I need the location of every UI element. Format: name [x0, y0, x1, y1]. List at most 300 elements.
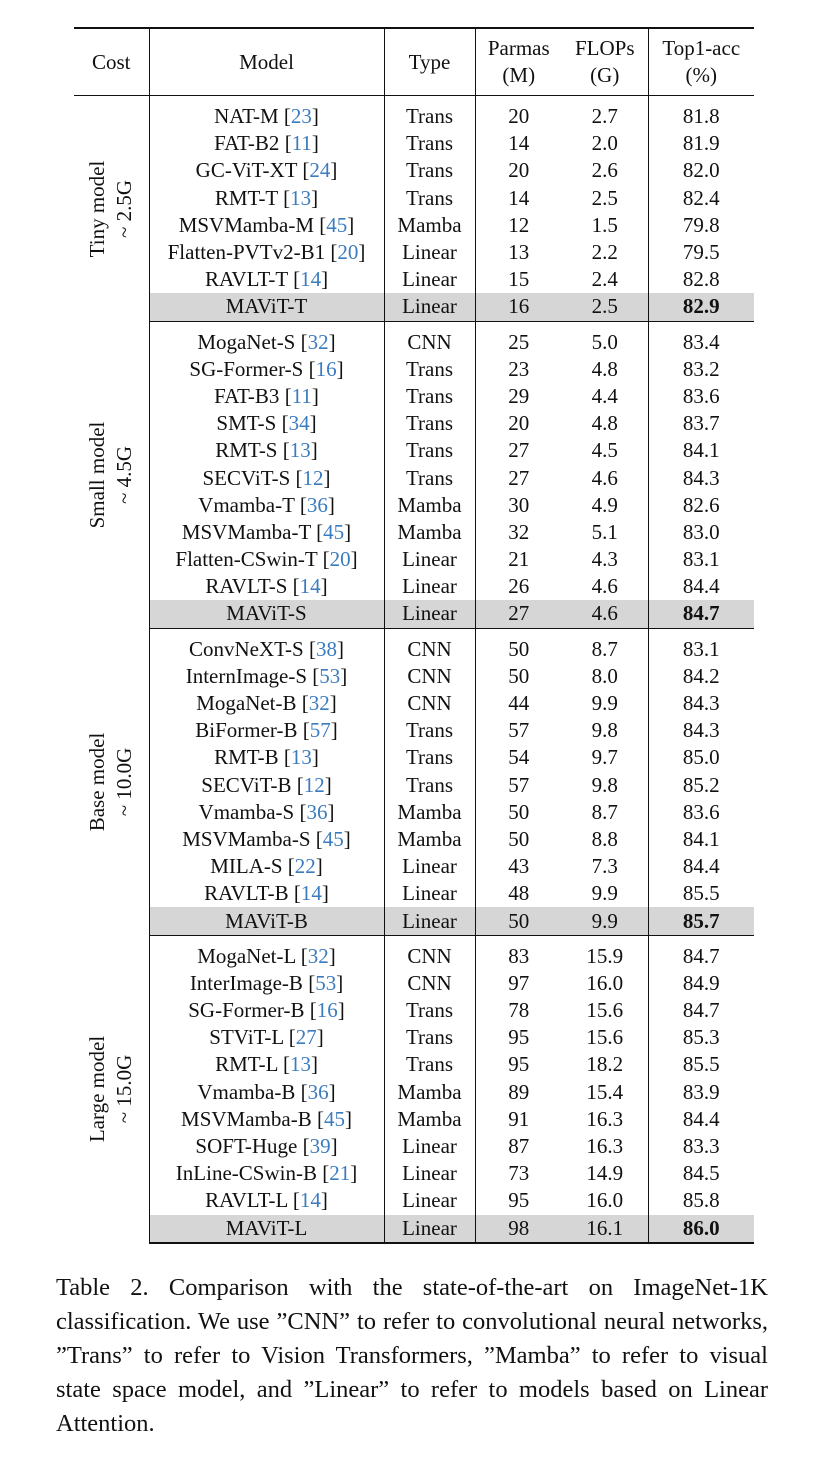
params-cell: 12 [475, 212, 562, 239]
acc-value: 85.2 [682, 772, 720, 797]
model-cell [149, 880, 384, 907]
citation-ref[interactable]: [16] [303, 356, 344, 381]
acc-value: 79.8 [682, 212, 720, 237]
model-name: MSVMamba-T [181, 519, 311, 544]
type-cell: Trans [384, 437, 475, 464]
flops-cell: 16.0 [586, 1188, 624, 1213]
citation-number: 20 [337, 240, 359, 265]
type-cell: Trans [384, 383, 475, 410]
group-cost-cell [74, 96, 149, 322]
flops-cell: 4.9 [591, 492, 618, 517]
model-name: RAVLT-B [204, 881, 289, 906]
acc-value: 79.5 [682, 240, 720, 265]
acc-value: 85.5 [682, 881, 720, 906]
flops-cell: 4.8 [591, 356, 618, 381]
table-row [74, 239, 754, 266]
acc-cell [648, 690, 754, 717]
citation-ref[interactable]: [21] [316, 1161, 358, 1186]
flops-cell: 8.0 [591, 663, 618, 688]
flops-cell: 9.9 [591, 881, 618, 906]
citation-ref[interactable]: [45] [311, 1106, 352, 1131]
citation-ref[interactable]: [14] [287, 1188, 328, 1213]
citation-ref[interactable]: [36] [294, 492, 335, 517]
model-cell [149, 717, 384, 744]
params-cell: 50 [475, 628, 562, 663]
group-cost-label [84, 969, 138, 1209]
model-cell [149, 239, 384, 266]
model-name: MAViT-S [226, 601, 307, 626]
group-cost-cell [74, 628, 149, 935]
acc-cell [648, 880, 754, 907]
params-cell: 54 [475, 744, 562, 771]
type-cell: Linear [384, 546, 475, 573]
params-cell: 50 [475, 826, 562, 853]
citation-ref[interactable]: [11] [279, 383, 319, 408]
acc-value: 84.5 [682, 1161, 720, 1186]
flops-cell: 9.7 [591, 745, 618, 770]
model-name: RAVLT-S [205, 574, 288, 599]
flops-cell: 8.8 [591, 826, 618, 851]
acc-cell [648, 628, 754, 663]
citation-ref[interactable]: [13] [277, 1052, 318, 1077]
acc-value: 83.9 [682, 1079, 720, 1104]
model-name: MAViT-B [225, 908, 308, 933]
group-cost-label [84, 355, 138, 595]
acc-value: 82.6 [682, 492, 720, 517]
flops-cell: 4.6 [562, 600, 648, 628]
model-cell [149, 437, 384, 464]
model-cell [149, 799, 384, 826]
model-name: FAT-B2 [214, 131, 280, 156]
acc-cell [648, 1160, 754, 1187]
acc-value: 82.8 [682, 267, 720, 292]
acc-cell [648, 744, 754, 771]
citation-ref[interactable]: [12] [291, 772, 332, 797]
acc-value: 84.4 [682, 1106, 720, 1131]
model-cell [149, 628, 384, 663]
params-cell: 27 [475, 600, 562, 628]
group-label-line2: ~ 2.5G [112, 179, 137, 238]
model-name: Flatten-PVTv2-B1 [167, 240, 326, 265]
model-name: MAViT-T [225, 294, 308, 319]
table-row [74, 1160, 754, 1187]
acc-cell [648, 212, 754, 239]
citation-ref[interactable]: [20] [325, 240, 366, 265]
params-cell: 97 [475, 970, 562, 997]
model-cell [149, 266, 384, 293]
type-cell: Trans [384, 185, 475, 212]
params-cell: 20 [475, 157, 562, 184]
model-cell [149, 546, 384, 573]
citation-number: 34 [288, 411, 310, 436]
model-name: SG-Former-B [188, 998, 305, 1023]
citation-ref[interactable]: [38] [303, 636, 344, 661]
flops-cell: 16.1 [562, 1215, 648, 1243]
model-name: FAT-B3 [214, 383, 280, 408]
acc-cell [648, 464, 754, 491]
type-cell: Linear [384, 907, 475, 935]
citation-ref[interactable]: [53] [302, 970, 344, 995]
params-cell: 95 [475, 1024, 562, 1051]
table-row [74, 1024, 754, 1051]
flops-cell: 2.4 [591, 267, 618, 292]
header-flops-line1: FLOPs [574, 36, 635, 60]
flops-cell: 8.7 [591, 799, 618, 824]
model-cell [149, 96, 384, 131]
params-cell: 43 [475, 853, 562, 880]
citation-ref[interactable]: [24] [297, 158, 338, 183]
group-cost-label [84, 662, 138, 902]
acc-cell [648, 799, 754, 826]
acc-cell [648, 157, 754, 184]
flops-cell: 5.0 [591, 329, 618, 354]
params-cell: 15 [475, 266, 562, 293]
proposed-model-row [74, 907, 754, 935]
params-cell: 89 [475, 1079, 562, 1106]
citation-ref[interactable]: [14] [287, 574, 328, 599]
params-cell: 14 [475, 130, 562, 157]
model-name: MAViT-L [225, 1215, 308, 1240]
citation-number: 12 [303, 772, 325, 797]
citation-number: 57 [309, 718, 331, 743]
citation-ref[interactable]: [13] [277, 438, 318, 463]
params-cell: 78 [475, 997, 562, 1024]
acc-value: 83.2 [682, 356, 720, 381]
table-row [74, 1106, 754, 1133]
acc-value: 85.0 [682, 745, 720, 770]
flops-cell: 4.4 [591, 383, 618, 408]
flops-cell: 5.1 [591, 519, 618, 544]
acc-cell [648, 1187, 754, 1214]
params-cell: 48 [475, 880, 562, 907]
table-caption: Table 2. Comparison with the state-of-the-art on ImageNet-1K classification. We use ”CNN” to refer to convolutional neural networks, ”Trans” to refer to Vision Transformers, ”Mamba” to refer to visual state space model, and ”Linear” to refer to models based on Linear Attention. [56, 1274, 768, 1437]
type-cell: CNN [384, 321, 475, 356]
table-row [74, 970, 754, 997]
citation-ref[interactable]: [13] [277, 185, 319, 210]
citation-number: 14 [299, 1188, 321, 1213]
model-cell [149, 600, 384, 628]
flops-cell: 2.2 [591, 240, 618, 265]
model-cell [149, 1079, 384, 1106]
citation-ref[interactable]: [14] [287, 267, 329, 292]
model-cell [149, 853, 384, 880]
model-cell [149, 383, 384, 410]
citation-number: 39 [309, 1134, 331, 1159]
table-row [74, 185, 754, 212]
group-label-line1: Small model [85, 421, 110, 528]
group-label-line1: Large model [85, 1035, 110, 1143]
type-cell: Mamba [384, 799, 475, 826]
citation-number: 13 [290, 185, 312, 210]
citation-ref[interactable]: [53] [307, 663, 348, 688]
model-cell [149, 970, 384, 997]
acc-cell [648, 997, 754, 1024]
table-row [74, 383, 754, 410]
type-cell: Trans [384, 744, 475, 771]
table-row [74, 717, 754, 744]
flops-cell: 15.6 [586, 1025, 624, 1050]
table-group-1 [74, 96, 754, 322]
model-cell [149, 1187, 384, 1214]
table-row [74, 826, 754, 853]
flops-cell: 16.0 [586, 970, 624, 995]
acc-value-best: 84.7 [682, 601, 720, 626]
params-cell: 26 [475, 573, 562, 600]
citation-number: 13 [290, 745, 312, 770]
acc-cell [648, 826, 754, 853]
flops-cell: 2.5 [562, 293, 648, 321]
citation-ref[interactable]: [34] [276, 411, 317, 436]
table-group-4 [74, 935, 754, 1243]
group-label-line1: Tiny model [85, 160, 110, 257]
params-cell: 21 [475, 546, 562, 573]
table-row [74, 997, 754, 1024]
model-name: ConvNeXT-S [189, 636, 304, 661]
acc-value: 84.1 [682, 438, 720, 463]
model-cell [149, 772, 384, 799]
citation-ref[interactable]: [27] [283, 1025, 324, 1050]
acc-cell [648, 663, 754, 690]
type-cell: CNN [384, 663, 475, 690]
table-row [74, 628, 754, 663]
citation-number: 20 [329, 547, 351, 572]
citation-ref[interactable]: [32] [296, 691, 337, 716]
citation-number: 32 [307, 943, 329, 968]
table-row [74, 130, 754, 157]
model-cell [149, 935, 384, 970]
params-cell: 95 [475, 1051, 562, 1078]
acc-cell [648, 383, 754, 410]
model-cell [149, 1215, 384, 1243]
type-cell: Linear [384, 239, 475, 266]
acc-value: 84.9 [682, 970, 720, 995]
model-cell [149, 410, 384, 437]
citation-ref[interactable]: [36] [295, 1079, 336, 1104]
table-row [74, 437, 754, 464]
acc-value: 85.5 [682, 1052, 720, 1077]
acc-cell [648, 293, 754, 321]
acc-value: 84.2 [682, 663, 720, 688]
acc-value: 85.8 [682, 1188, 720, 1213]
model-cell [149, 1024, 384, 1051]
type-cell: Trans [384, 717, 475, 744]
params-cell: 20 [475, 96, 562, 131]
model-cell [149, 744, 384, 771]
header-acc-line2: (%) [685, 63, 717, 87]
acc-value: 82.0 [682, 158, 720, 183]
group-cost-label [84, 89, 138, 329]
header-cost: Cost [74, 28, 149, 96]
model-cell [149, 1160, 384, 1187]
citation-number: 13 [289, 438, 311, 463]
citation-ref[interactable]: [45] [310, 519, 352, 544]
citation-number: 36 [306, 492, 328, 517]
model-name: SMT-S [216, 411, 277, 436]
group-cost-cell [74, 935, 149, 1243]
citation-ref[interactable]: [32] [295, 943, 336, 968]
model-cell [149, 1106, 384, 1133]
header-flops-line2: (G) [590, 63, 620, 87]
acc-cell [648, 1051, 754, 1078]
type-cell: Mamba [384, 212, 475, 239]
citation-number: 22 [294, 854, 316, 879]
citation-number: 38 [315, 636, 337, 661]
acc-value: 83.4 [682, 329, 720, 354]
model-cell [149, 690, 384, 717]
citation-ref[interactable]: [12] [290, 465, 331, 490]
type-cell: Linear [384, 880, 475, 907]
acc-cell [648, 266, 754, 293]
model-name: RMT-S [215, 438, 278, 463]
citation-ref[interactable]: [45] [310, 826, 351, 851]
citation-ref[interactable]: [14] [288, 881, 329, 906]
model-cell [149, 826, 384, 853]
flops-cell: 2.0 [591, 131, 618, 156]
acc-cell [648, 935, 754, 970]
params-cell: 50 [475, 663, 562, 690]
flops-cell: 8.7 [591, 636, 618, 661]
proposed-model-row [74, 600, 754, 628]
group-label-line2: ~ 15.0G [112, 1054, 137, 1124]
model-name: MogaNet-S [197, 329, 296, 354]
model-name: RAVLT-T [204, 267, 288, 292]
table-row [74, 799, 754, 826]
table-row [74, 744, 754, 771]
table-row [74, 321, 754, 356]
model-name: Flatten-CSwin-T [175, 547, 318, 572]
flops-cell: 4.6 [591, 465, 618, 490]
acc-cell [648, 519, 754, 546]
table-row [74, 212, 754, 239]
table-row [74, 690, 754, 717]
citation-number: 11 [291, 383, 312, 408]
flops-cell: 4.8 [591, 411, 618, 436]
citation-number: 45 [323, 519, 345, 544]
table-group-3 [74, 628, 754, 935]
citation-ref[interactable]: [22] [282, 854, 323, 879]
type-cell: Linear [384, 573, 475, 600]
model-name: BiFormer-B [195, 718, 298, 743]
table-row [74, 157, 754, 184]
table-row [74, 546, 754, 573]
acc-value: 83.1 [682, 636, 720, 661]
model-cell [149, 356, 384, 383]
type-cell: Trans [384, 1051, 475, 1078]
acc-value: 84.3 [682, 718, 720, 743]
header-params [475, 28, 562, 96]
params-cell: 32 [475, 519, 562, 546]
acc-cell [648, 437, 754, 464]
model-cell [149, 321, 384, 356]
header-acc-line1: Top1-acc [662, 36, 741, 60]
acc-cell [648, 96, 754, 131]
type-cell: Trans [384, 1024, 475, 1051]
citation-ref[interactable]: [20] [317, 547, 358, 572]
table-row [74, 266, 754, 293]
citation-ref[interactable]: [36] [294, 799, 335, 824]
model-name: SECViT-B [201, 772, 292, 797]
params-cell: 87 [475, 1133, 562, 1160]
model-cell [149, 519, 384, 546]
model-cell [149, 1133, 384, 1160]
acc-value-best: 86.0 [682, 1215, 720, 1240]
proposed-model-row [74, 293, 754, 321]
flops-cell: 14.9 [586, 1161, 624, 1186]
acc-value: 84.3 [682, 691, 720, 716]
citation-ref[interactable]: [11] [279, 131, 319, 156]
header-params-line1: Parmas [487, 36, 550, 60]
model-cell [149, 492, 384, 519]
type-cell: Linear [384, 1133, 475, 1160]
table-row [74, 573, 754, 600]
flops-cell: 18.2 [586, 1052, 624, 1077]
model-name: InterImage-B [189, 970, 303, 995]
flops-cell: 2.5 [591, 185, 618, 210]
type-cell: Mamba [384, 519, 475, 546]
citation-number: 45 [322, 826, 344, 851]
table-header [74, 28, 754, 96]
header-flops [562, 28, 648, 96]
model-name: MSVMamba-S [182, 826, 311, 851]
model-name: Vmamba-T [198, 492, 295, 517]
model-name: MSVMamba-M [178, 212, 315, 237]
model-name: MogaNet-L [197, 943, 296, 968]
params-cell: 27 [475, 437, 562, 464]
acc-value: 84.4 [682, 854, 720, 879]
acc-value: 82.4 [682, 185, 720, 210]
citation-ref[interactable]: [32] [295, 329, 336, 354]
acc-cell [648, 130, 754, 157]
acc-cell [648, 185, 754, 212]
params-cell: 44 [475, 690, 562, 717]
model-name: RMT-B [214, 745, 279, 770]
type-cell: Linear [384, 266, 475, 293]
acc-value: 83.3 [682, 1134, 720, 1159]
type-cell: Mamba [384, 1079, 475, 1106]
results-table-container [74, 27, 754, 1244]
table-row [74, 464, 754, 491]
citation-number: 23 [290, 104, 312, 129]
header-type: Type [384, 28, 475, 96]
citation-ref[interactable]: [57] [297, 718, 338, 743]
citation-ref[interactable]: [39] [297, 1134, 338, 1159]
citation-ref[interactable]: [23] [278, 104, 319, 129]
citation-ref[interactable]: [13] [278, 745, 319, 770]
acc-value: 83.7 [682, 411, 720, 436]
acc-cell [648, 321, 754, 356]
model-name: RMT-L [215, 1052, 278, 1077]
acc-cell [648, 356, 754, 383]
params-cell: 29 [475, 383, 562, 410]
model-name: InternImage-S [185, 663, 308, 688]
table-row [74, 853, 754, 880]
params-cell: 27 [475, 464, 562, 491]
params-cell: 83 [475, 935, 562, 970]
citation-ref[interactable]: [45] [314, 212, 355, 237]
params-cell: 50 [475, 907, 562, 935]
params-cell: 14 [475, 185, 562, 212]
group-label-line1: Base model [85, 732, 110, 831]
flops-cell: 9.9 [591, 691, 618, 716]
acc-cell [648, 1079, 754, 1106]
citation-ref[interactable]: [16] [304, 998, 345, 1023]
group-cost-cell [74, 321, 149, 628]
citation-number: 32 [308, 691, 330, 716]
params-cell: 50 [475, 799, 562, 826]
table-row [74, 1079, 754, 1106]
table-row [74, 1051, 754, 1078]
flops-cell: 2.7 [591, 104, 618, 129]
